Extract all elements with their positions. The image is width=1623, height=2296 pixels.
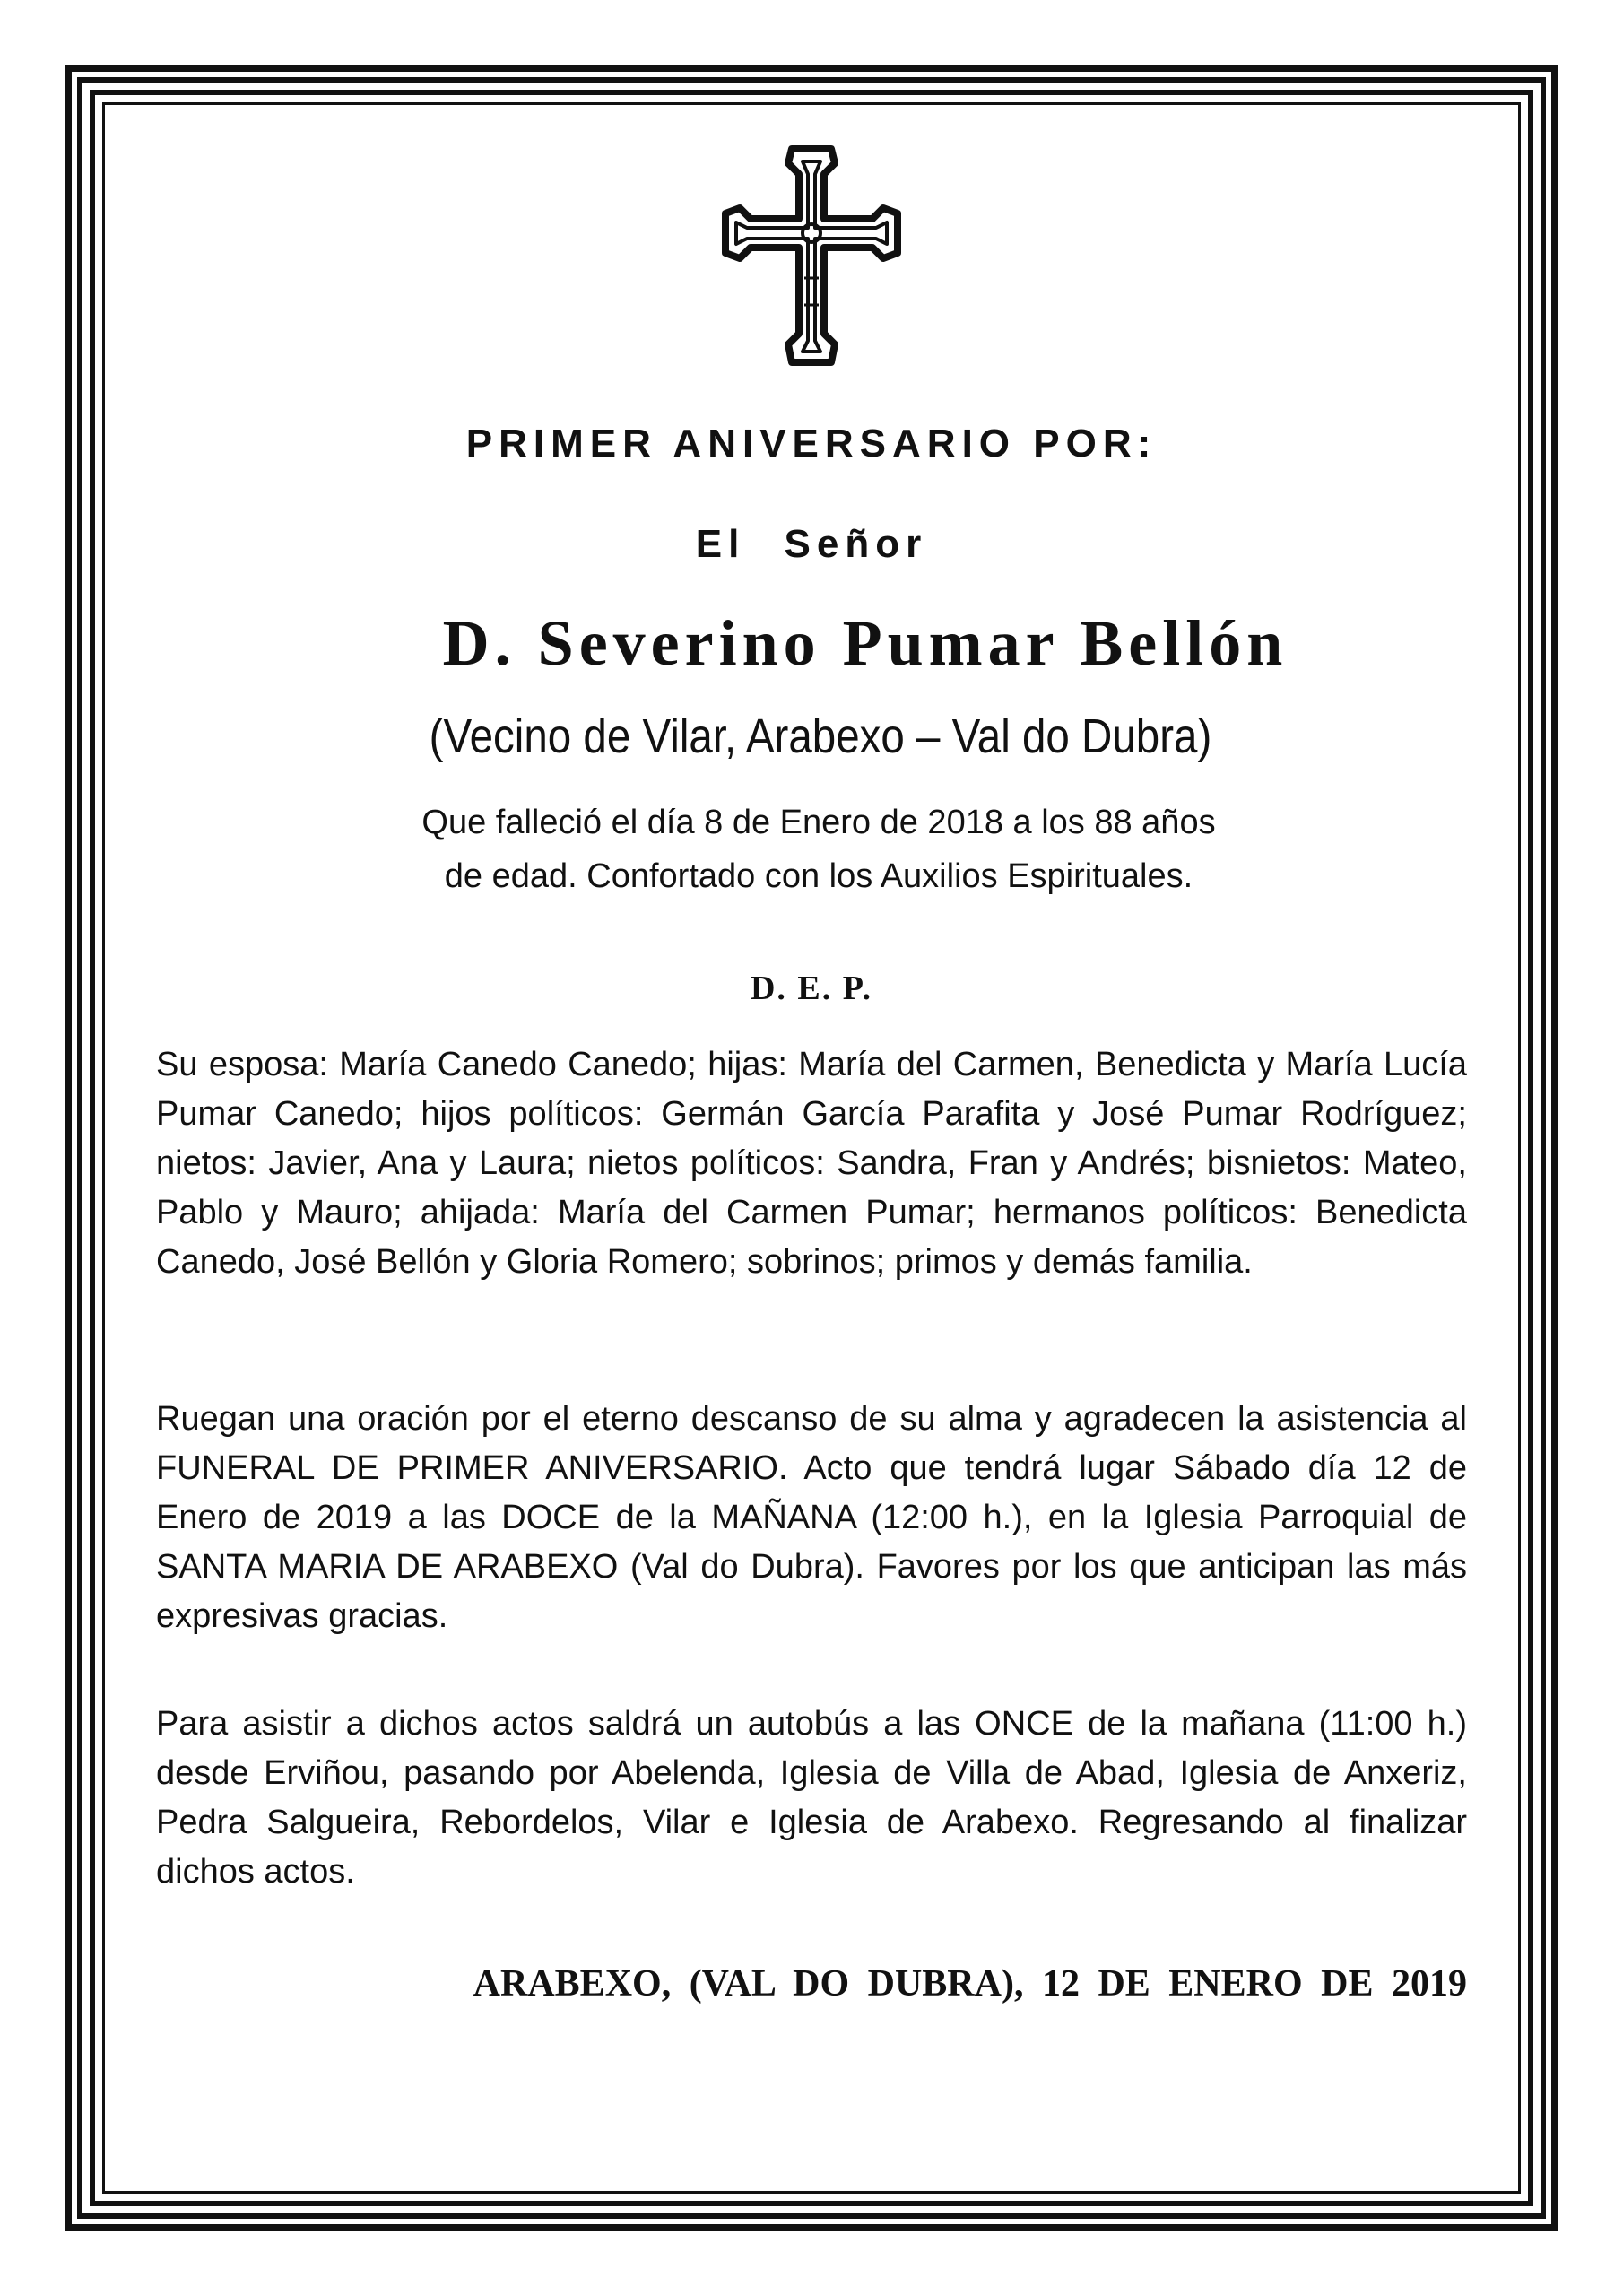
deceased-residence: (Vecino de Vilar, Arabexo – Val do Dubra)	[429, 709, 1212, 763]
death-notice-line-2: de edad. Confortado con los Auxilios Espirituales.	[444, 857, 1193, 895]
anniversary-heading: PRIMER ANIVERSARIO POR:	[465, 422, 1158, 465]
dep-abbreviation: D. E. P.	[750, 970, 872, 1007]
honorific: El Señor	[695, 522, 928, 566]
place-date-line: ARABEXO, (VAL DO DUBRA), 12 DE ENERO DE 2019	[473, 1963, 1467, 2005]
family-paragraph: Su esposa: María Canedo Canedo; hijas: María del Carmen, Benedicta y María Lucía Pumar Canedo; hijos políticos: Germán García Parafita y José Pumar Rodríguez; nietos: Javier, Ana y Laura; nietos políticos: Sandra, Fran y Andrés; bisnietos: Mateo, Pablo y Mauro; ahijada: María del Carmen Pumar; hermanos políticos: Benedicta Canedo, José Bellón y Gloria Romero; sobrinos; primos y demás familia.	[156, 1046, 1467, 1281]
bus-paragraph: Para asistir a dichos actos saldrá un autobús a las ONCE de la mañana (11:00 h.) desde Erviñou, pasando por Abelenda, Iglesia de Villa de Abad, Iglesia de Anxeriz, Pedra Salgueira, Rebordelos, Vilar e Iglesia de Arabexo. Regresando al finalizar dichos actos.	[156, 1705, 1467, 1891]
death-notice-line-1: Que falleció el día 8 de Enero de 2018 a los 88 años	[421, 804, 1216, 841]
prayer-paragraph: Ruegan una oración por el eterno descanso de su alma y agradecen la asistencia al FUNERAL DE PRIMER ANIVERSARIO. Acto que tendrá lugar Sábado día 12 de Enero de 2019 a las DOCE de la MAÑANA (12:00 h.), en la Iglesia Parroquial de SANTA MARIA DE ARABEXO (Val do Dubra). Favores por los que anticipan las más expresivas gracias.	[156, 1400, 1467, 1635]
deceased-name: D. Severino Pumar Bellón	[442, 607, 1289, 679]
cross-icon	[722, 144, 901, 368]
